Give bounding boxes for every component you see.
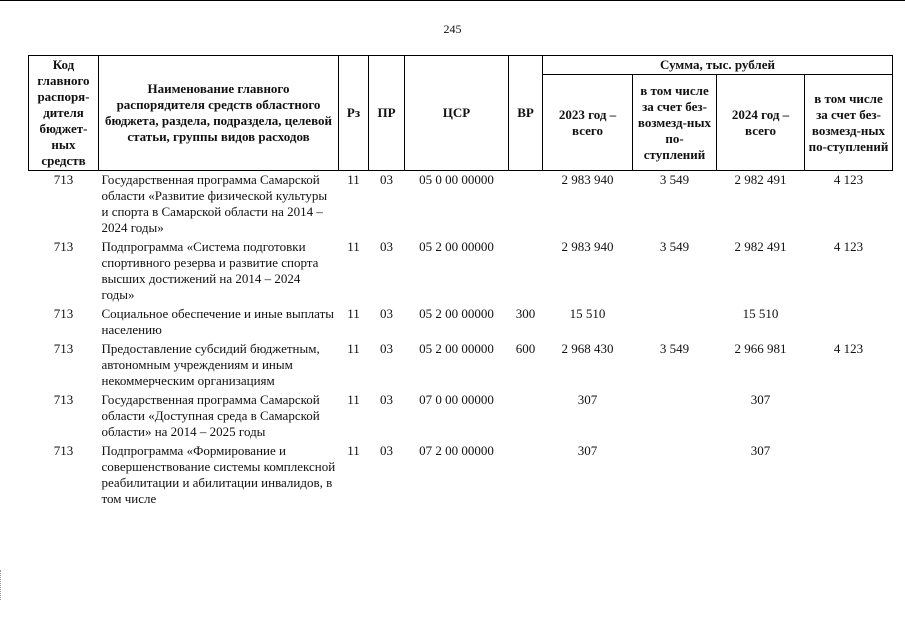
page-number: 245: [443, 22, 462, 36]
row-2023-total: 2 983 940: [561, 239, 614, 254]
header-rz: Рз: [339, 56, 369, 171]
row-2023-free: [633, 442, 717, 509]
row-2024-total: 307: [750, 392, 771, 407]
row-csr: 05 0 00 00000: [419, 172, 494, 187]
row-code: 713: [53, 392, 74, 407]
row-code: 713: [53, 341, 74, 356]
row-vr: [509, 238, 543, 305]
row-2023-free: 3 549: [659, 172, 690, 187]
header-vr: ВР: [509, 56, 543, 171]
row-2023-total: 15 510: [569, 306, 606, 321]
row-csr: 05 2 00 00000: [419, 306, 494, 321]
budget-table: [28, 55, 893, 509]
table-row: [29, 442, 893, 509]
row-2024-free: 4 123: [833, 239, 864, 254]
table-row: [29, 238, 893, 305]
table-row: [29, 340, 893, 391]
header-pr: ПР: [369, 56, 405, 171]
table-row: [29, 391, 893, 442]
table-header: [29, 56, 893, 171]
row-2024-total: 307: [750, 443, 771, 458]
row-rz: 11: [347, 172, 360, 187]
header-2024-free: в том числе за счет без-возмезд-ных по-ступлений: [805, 75, 893, 171]
row-name: Предоставление субсидий бюджетным, автономным учреждениям и иным некоммерческим организациям: [101, 341, 320, 388]
row-2024-free: [805, 391, 893, 442]
row-vr: [509, 391, 543, 442]
row-vr: 300: [515, 306, 536, 321]
row-2024-free: 4 123: [833, 172, 864, 187]
table-row: [29, 171, 893, 239]
row-name: Государственная программа Самарской области «Развитие физической культуры и спорта в Самарской области на 2014 – 2024 годы»: [101, 172, 328, 235]
top-rule: [0, 0, 905, 1]
row-2023-total: 2 983 940: [561, 172, 614, 187]
row-csr: 05 2 00 00000: [419, 239, 494, 254]
header-2023-free: в том числе за счет без-возмезд-ных по-ступлений: [633, 75, 717, 171]
row-2024-free: [805, 305, 893, 340]
header-csr: ЦСР: [405, 56, 509, 171]
row-name: Социальное обеспечение и иные выплаты населению: [101, 306, 335, 337]
row-name: Подпрограмма «Система подготовки спортивного резерва и развитие спорта высших достижений на 2014 – 2024 годы»: [101, 239, 319, 302]
row-code: 713: [53, 443, 74, 458]
row-2023-free: [633, 391, 717, 442]
row-2024-total: 2 982 491: [734, 172, 787, 187]
row-2023-free: [633, 305, 717, 340]
header-code: Код главного распоря-дителя бюджет-ных средств: [29, 56, 99, 171]
header-2023-total: 2023 год – всего: [543, 75, 633, 171]
row-vr: [509, 171, 543, 239]
row-2024-total: 2 982 491: [734, 239, 787, 254]
row-code: 713: [53, 172, 74, 187]
header-2024-total: 2024 год – всего: [717, 75, 805, 171]
row-2023-free: 3 549: [659, 239, 690, 254]
row-2024-total: 2 966 981: [734, 341, 787, 356]
header-name: Наименование главного распорядителя средств областного бюджета, раздела, подраздела, целевой статьи, группы видов расходов: [99, 56, 339, 171]
scan-mark: [0, 570, 9, 600]
row-rz: 11: [347, 392, 360, 407]
row-2023-free: 3 549: [659, 341, 690, 356]
table-row: [29, 305, 893, 340]
row-rz: 11: [347, 443, 360, 458]
row-2023-total: 307: [577, 392, 598, 407]
row-pr: 03: [380, 306, 393, 321]
row-2023-total: 2 968 430: [561, 341, 614, 356]
table-body: [29, 171, 893, 510]
row-rz: 11: [347, 306, 360, 321]
row-csr: 07 0 00 00000: [419, 392, 494, 407]
row-csr: 05 2 00 00000: [419, 341, 494, 356]
row-code: 713: [53, 239, 74, 254]
row-csr: 07 2 00 00000: [419, 443, 494, 458]
row-vr: [509, 442, 543, 509]
row-pr: 03: [380, 443, 393, 458]
row-rz: 11: [347, 239, 360, 254]
row-code: 713: [53, 306, 74, 321]
row-2024-free: [805, 442, 893, 509]
row-rz: 11: [347, 341, 360, 356]
row-pr: 03: [380, 341, 393, 356]
row-name: Государственная программа Самарской области «Доступная среда в Самарской области» на 2014 – 2025 годы: [101, 392, 320, 439]
header-sum: Сумма, тыс. рублей: [543, 56, 893, 75]
row-pr: 03: [380, 172, 393, 187]
row-name: Подпрограмма «Формирование и совершенствование системы комплексной реабилитации и абилитации инвалидов, в том числе: [101, 443, 336, 506]
row-vr: 600: [515, 341, 536, 356]
row-2023-total: 307: [577, 443, 598, 458]
row-pr: 03: [380, 239, 393, 254]
row-2024-free: 4 123: [833, 341, 864, 356]
row-2024-total: 15 510: [742, 306, 779, 321]
row-pr: 03: [380, 392, 393, 407]
